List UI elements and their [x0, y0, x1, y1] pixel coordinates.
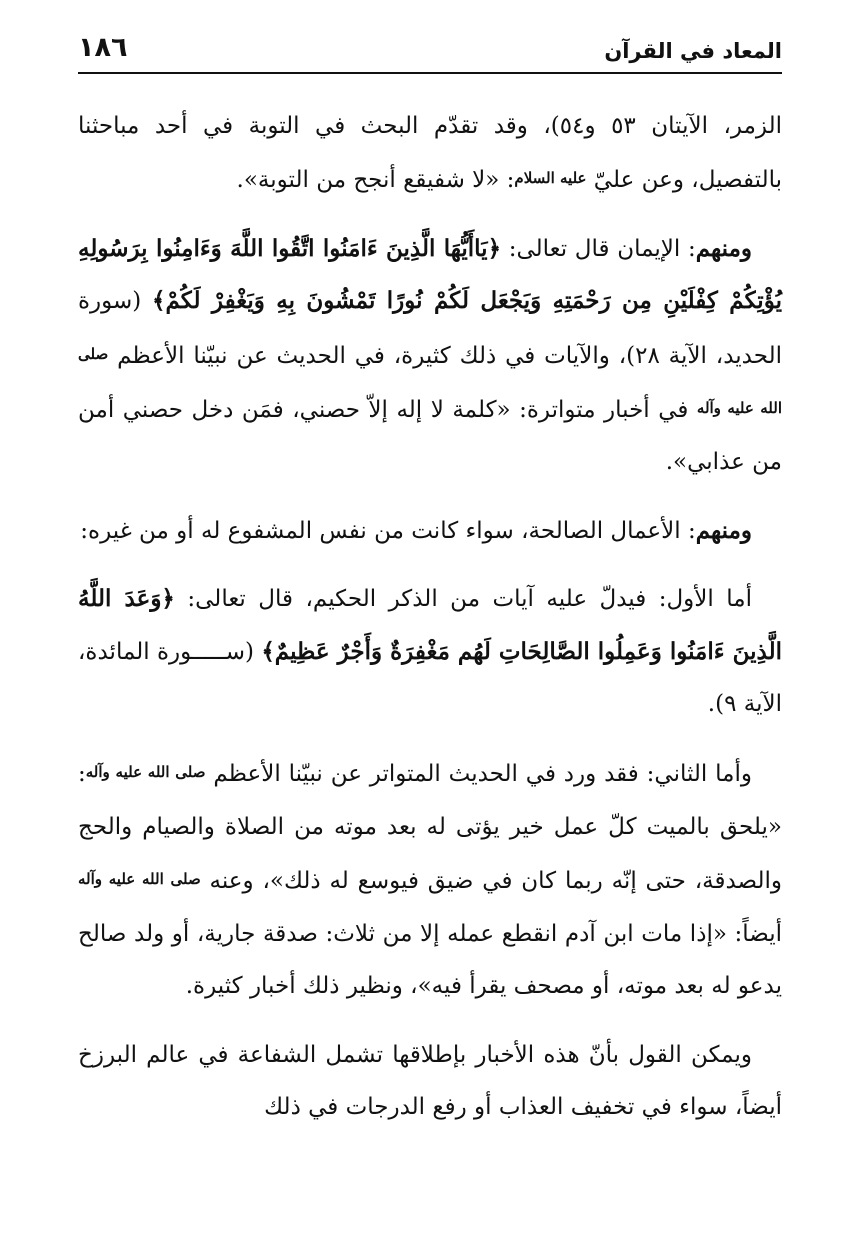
- quran-verse: ﴿وَعَدَ اللَّهُ الَّذِينَ ءَامَنُوا وَعَمِلُوا الصَّالِحَاتِ لَهُم مَغْفِرَةٌ وَأَجْرٌ عَظِيمٌ﴾: [78, 585, 782, 665]
- paragraph-2: [78, 223, 782, 489]
- honorific-symbol: صلى الله عليه وآله: [85, 763, 206, 782]
- text-segment: ويمكن القول بأنّ هذه الأخبار بإطلاقها تشمل الشفاعة في عالم البرزخ أيضاً، سواء في تخفيف العذاب أو رفع الدرجات في ذلك: [78, 1041, 782, 1120]
- lead-word: ومنهم: [695, 234, 752, 262]
- body-text: [78, 100, 782, 1133]
- paragraph-1: [78, 100, 782, 207]
- paragraph-5: [78, 746, 782, 1012]
- running-title: المعاد في القرآن: [604, 39, 782, 63]
- page-header: [78, 28, 782, 72]
- text-segment: : «يلحق بالميت كلّ عمل خير يؤتى له بعد موته من الصلاة والصيام والحج والصدقة، حتى إنّه ربما كان في ضيق فيوسع له ذلك»، وعنه: [78, 761, 782, 895]
- text-segment: وأما الثاني: فقد ورد في الحديث المتواتر عن نبيّنا الأعظم: [205, 761, 752, 788]
- text-segment: (ســـــورة المائدة، الآية ٩).: [78, 638, 782, 718]
- text-segment: أيضاً: «إذا مات ابن آدم انقطع عمله إلا من ثلاث: صدقة جارية، أو ولد صالح يدعو له بعد موته، أو مصحف يقرأ فيه»، ونظير ذلك أخبار كثيرة.: [78, 920, 782, 1000]
- text-segment: : «لا شفيقع أنجح من التوبة».: [236, 167, 515, 194]
- text-segment: : الإيمان قال تعالى:: [501, 235, 696, 262]
- header-divider: [78, 72, 782, 74]
- paragraph-4: [78, 573, 782, 730]
- honorific-symbol: صلى الله عليه وآله: [78, 344, 783, 418]
- text-segment: أما الأول: فيدلّ عليه آيات من الذكر الحكيم، قال تعالى:: [174, 586, 752, 613]
- paragraph-3: [78, 505, 782, 557]
- page-number: ١٨٦: [78, 32, 128, 63]
- text-segment: : الأعمال الصالحة، سواء كانت من نفس المشفوع له أو من غيره:: [80, 517, 696, 544]
- paragraph-6: [78, 1029, 782, 1134]
- text-segment: الزمر، الآيتان ٥٣ و٥٤)، وقد تقدّم البحث في التوبة في أحد مباحثنا بالتفصيل، وعن عليّ: [78, 113, 782, 194]
- quran-verse: ﴿يَاأَيُّهَا الَّذِينَ ءَامَنُوا اتَّقُوا اللَّهَ وَءَامِنُوا بِرَسُولِهِ يُؤْتِكُمْ كِفْلَيْنِ مِن رَحْمَتِهِ وَيَجْعَل لَكُمْ نُورًا تَمْشُونَ بِهِ وَيَغْفِرْ لَكُمْ﴾: [78, 234, 782, 315]
- honorific-symbol: صلى الله عليه وآله: [78, 870, 201, 889]
- lead-word: ومنهم: [695, 516, 752, 544]
- honorific-symbol: عليه السلام: [514, 169, 587, 188]
- text-segment: في أخبار متواترة: «كلمة لا إله إلاّ حصني، فمَن دخل حصني أمن من عذابي».: [78, 397, 782, 476]
- text-segment: (سورة الحديد، الآية ٢٨)، والآيات في ذلك كثيرة، في الحديث عن نبيّنا الأعظم: [78, 288, 783, 369]
